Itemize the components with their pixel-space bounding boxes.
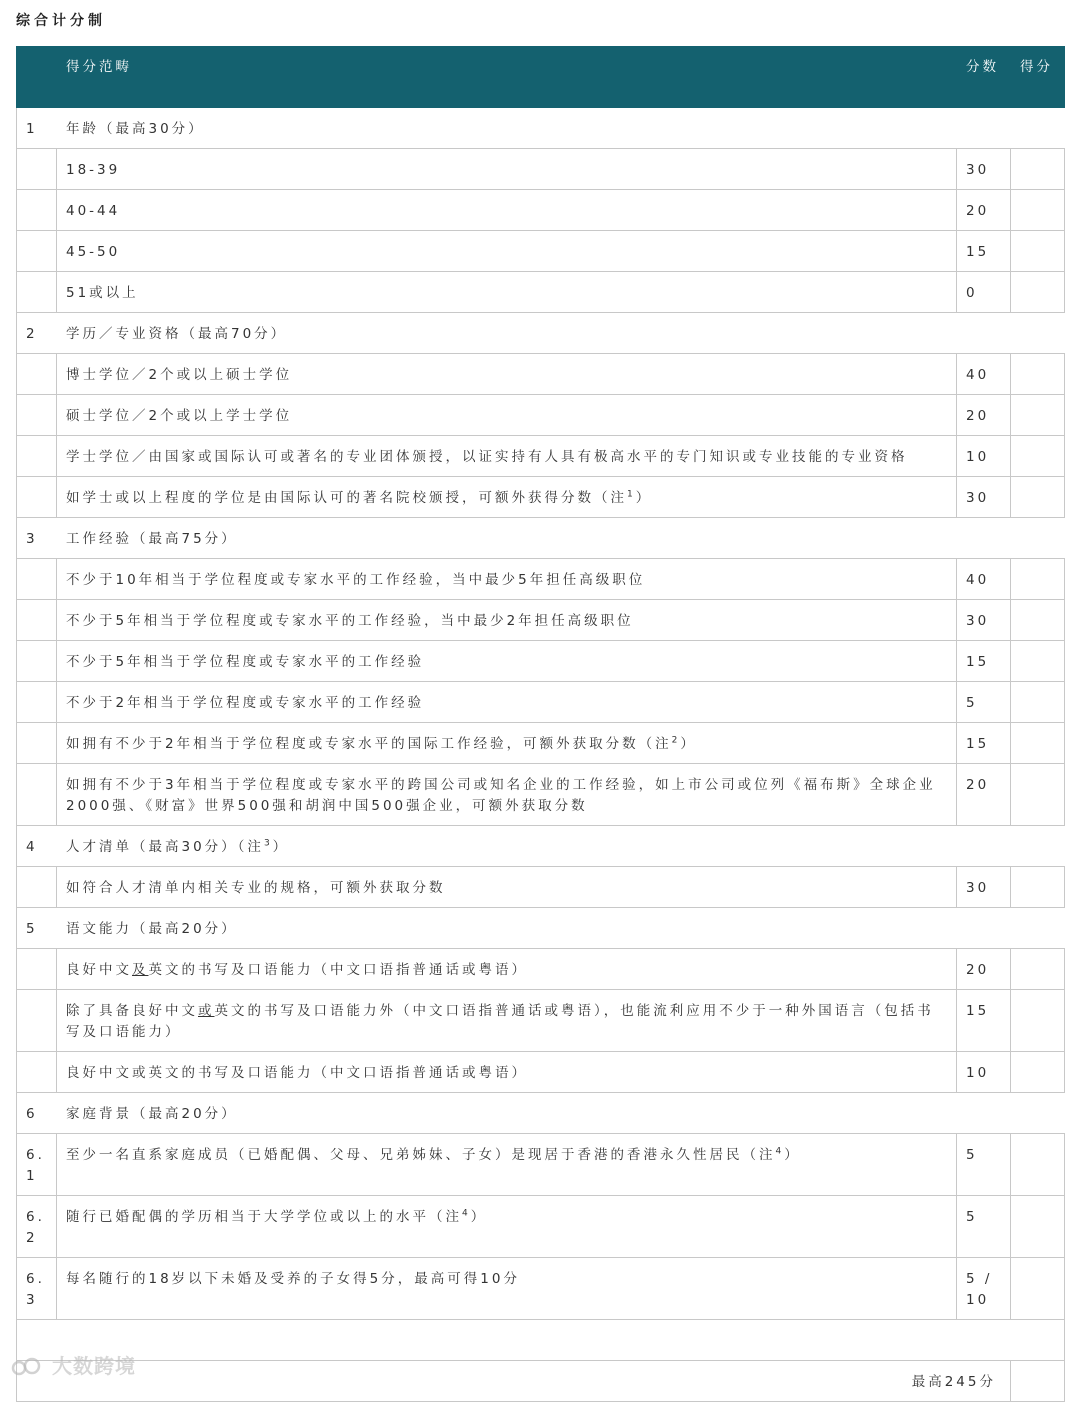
row-label: 6.3 [17,1258,57,1320]
row-points: 10 [957,1052,1011,1093]
table-row [17,559,1065,600]
table-row [17,600,1065,641]
row-label [17,1052,57,1093]
row-points: 15 [957,641,1011,682]
row-description [57,395,957,436]
section-title [57,908,1065,949]
watermark [10,1350,136,1380]
row-text: 英文的书写及口语能力（中文口语指普通话或粤语） [148,962,528,978]
row-score-cell [1011,1052,1065,1093]
section-number: 3 [17,518,57,559]
table-header-row [17,47,1065,108]
table-row [17,477,1065,518]
row-description [57,641,957,682]
header-score: 得分 [1011,47,1065,108]
row-points: 30 [957,600,1011,641]
section-title-text: 家庭背景（最高20分） [66,1106,238,1122]
row-text: 如符合人才清单内相关专业的规格，可额外获取分数 [66,880,446,896]
section-note-ref: 3 [263,838,273,849]
row-description [57,1134,957,1196]
row-label [17,600,57,641]
row-text: 不少于5年相当于学位程度或专家水平的工作经验，当中最少2年担任高级职位 [66,613,634,629]
section-title-text: 工作经验（最高75分） [66,531,238,547]
row-score-cell [1011,559,1065,600]
row-description [57,1052,957,1093]
row-note-ref: 4 [775,1146,785,1157]
row-label [17,949,57,990]
row-description [57,477,957,518]
table-row [17,272,1065,313]
table-row [17,354,1065,395]
table-row [17,1134,1065,1196]
row-text: 45-50 [66,244,121,260]
row-text: 良好中文或英文的书写及口语能力（中文口语指普通话或粤语） [66,1065,528,1081]
row-label: 6.1 [17,1134,57,1196]
section-row [17,826,1065,867]
row-text-after: ） [680,736,697,752]
row-label [17,682,57,723]
section-title-text: 年龄（最高30分） [66,121,205,137]
section-row [17,1093,1065,1134]
row-label [17,354,57,395]
row-label [17,559,57,600]
table-body [17,108,1065,1402]
header-blank [17,47,57,108]
row-score-cell [1011,723,1065,764]
row-description [57,190,957,231]
table-row [17,395,1065,436]
header-points: 分数 [957,47,1011,108]
section-row [17,108,1065,149]
row-text: 40-44 [66,203,121,219]
table-row [17,867,1065,908]
row-text: 每名随行的18岁以下未婚及受养的子女得5分，最高可得10分 [66,1271,520,1287]
table-row [17,1258,1065,1320]
row-description [57,990,957,1052]
row-points: 5 / 10 [957,1258,1011,1320]
row-text: 如拥有不少于3年相当于学位程度或专家水平的跨国公司或知名企业的工作经验，如上市公司或位列《福布斯》全球企业2000强、《财富》世界500强和胡润中国500强企业，可额外获取分数 [66,777,936,814]
row-label [17,149,57,190]
row-label: 6.2 [17,1196,57,1258]
row-points: 15 [957,231,1011,272]
row-text: 18-39 [66,162,121,178]
row-score-cell [1011,641,1065,682]
row-description [57,600,957,641]
row-description [57,436,957,477]
row-label [17,272,57,313]
score-table [16,46,1065,1402]
row-text: 51或以上 [66,285,139,301]
row-description [57,867,957,908]
section-title [57,313,1065,354]
row-text: 不少于5年相当于学位程度或专家水平的工作经验 [66,654,425,670]
row-text-after: ） [470,1209,488,1225]
row-label [17,990,57,1052]
page-title: 综合计分制 [16,13,106,29]
row-points: 30 [957,477,1011,518]
row-points: 30 [957,149,1011,190]
table-row [17,231,1065,272]
row-text: 英文的书写及口语能力外（中文口语指普通话或粤语），也能流利应用不少于一种外国语言（包括书写及口语能力） [66,1003,934,1040]
row-score-cell [1011,600,1065,641]
row-score-cell [1011,272,1065,313]
row-points: 20 [957,949,1011,990]
row-score-cell [1011,395,1065,436]
section-title [57,1093,1065,1134]
row-text: 学士学位／由国家或国际认可或著名的专业团体颁授，以证实持有人具有极高水平的专门知识或专业技能的专业资格 [66,449,908,465]
blank-cell [17,1320,1065,1361]
row-note-ref: 4 [462,1208,471,1219]
row-label [17,477,57,518]
section-number: 2 [17,313,57,354]
section-title-text: 语文能力（最高20分） [66,921,238,937]
row-text: 硕士学位／2个或以上学士学位 [66,408,293,424]
section-title-text: 人才清单（最高30分）（注 [66,839,264,855]
row-description [57,231,957,272]
row-points: 5 [957,1196,1011,1258]
row-score-cell [1011,149,1065,190]
row-points: 40 [957,559,1011,600]
row-text: 如学士或以上程度的学位是由国际认可的著名院校颁授，可额外获得分数（注 [66,490,627,506]
row-description [57,682,957,723]
row-text-after: ） [635,490,653,506]
row-text-underlined: 及 [132,962,149,978]
row-score-cell [1011,354,1065,395]
row-score-cell [1011,477,1065,518]
total-score-cell [1011,1361,1065,1402]
section-title-text: 学历／专业资格（最高70分） [66,326,288,342]
row-label [17,395,57,436]
table-row [17,1196,1065,1258]
section-title [57,518,1065,559]
row-score-cell [1011,764,1065,826]
row-label [17,436,57,477]
table-row [17,190,1065,231]
row-label [17,190,57,231]
total-row [17,1361,1065,1402]
row-score-cell [1011,231,1065,272]
blank-row [17,1320,1065,1361]
row-points: 15 [957,990,1011,1052]
table-row [17,682,1065,723]
row-note-ref: 2 [671,735,681,746]
section-title [57,826,1065,867]
section-number: 5 [17,908,57,949]
row-points: 5 [957,1134,1011,1196]
table-row [17,149,1065,190]
row-text: 随行已婚配偶的学历相当于大学学位或以上的水平（注 [66,1209,462,1225]
row-description [57,272,957,313]
row-points: 20 [957,764,1011,826]
table-row [17,764,1065,826]
row-description [57,764,957,826]
row-points: 20 [957,190,1011,231]
section-title [57,108,1065,149]
row-points: 20 [957,395,1011,436]
table-row [17,1052,1065,1093]
table-row [17,436,1065,477]
table-row [17,949,1065,990]
row-score-cell [1011,1258,1065,1320]
row-score-cell [1011,436,1065,477]
row-text: 不少于2年相当于学位程度或专家水平的工作经验 [66,695,425,711]
row-label [17,764,57,826]
row-score-cell [1011,949,1065,990]
row-description [57,559,957,600]
section-row [17,908,1065,949]
row-text: 如拥有不少于2年相当于学位程度或专家水平的国际工作经验，可额外获取分数（注 [66,736,672,752]
row-description [57,723,957,764]
section-number: 1 [17,108,57,149]
row-label [17,231,57,272]
section-row [17,518,1065,559]
row-score-cell [1011,867,1065,908]
row-points: 0 [957,272,1011,313]
row-text-after: ） [784,1147,801,1163]
row-label [17,867,57,908]
section-number: 6 [17,1093,57,1134]
row-points: 5 [957,682,1011,723]
row-points: 40 [957,354,1011,395]
row-score-cell [1011,1196,1065,1258]
table-row [17,990,1065,1052]
row-score-cell [1011,990,1065,1052]
row-description [57,354,957,395]
row-score-cell [1011,1134,1065,1196]
row-text: 不少于10年相当于学位程度或专家水平的工作经验，当中最少5年担任高级职位 [66,572,646,588]
header-category: 得分范畴 [57,47,957,108]
section-row [17,313,1065,354]
row-score-cell [1011,682,1065,723]
row-text-pre: 除了具备良好中文 [66,1003,198,1019]
row-label [17,641,57,682]
watermark-logo-icon [10,1356,44,1380]
table-row [17,723,1065,764]
row-description [57,1258,957,1320]
section-number: 4 [17,826,57,867]
row-text: 博士学位／2个或以上硕士学位 [66,367,293,383]
row-description [57,1196,957,1258]
total-label: 最高245分 [17,1361,1011,1402]
row-text-underlined: 或 [198,1003,215,1019]
watermark-text: 大数跨境 [51,1354,136,1378]
row-points: 30 [957,867,1011,908]
row-text-pre: 良好中文 [66,962,132,978]
row-points: 15 [957,723,1011,764]
row-score-cell [1011,190,1065,231]
row-text: 至少一名直系家庭成员（已婚配偶、父母、兄弟姊妹、子女）是现居于香港的香港永久性居民（注 [66,1147,776,1163]
row-note-ref: 1 [627,489,636,500]
section-title-after: ） [272,839,290,855]
row-label [17,723,57,764]
row-points: 10 [957,436,1011,477]
table-row [17,641,1065,682]
row-description [57,149,957,190]
row-description [57,949,957,990]
